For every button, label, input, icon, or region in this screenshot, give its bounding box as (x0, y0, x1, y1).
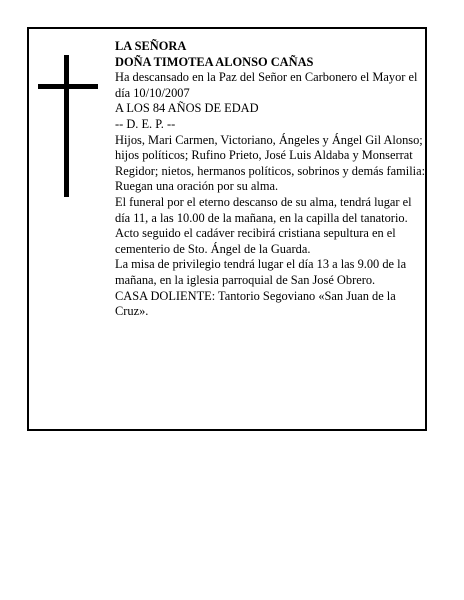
latin-cross-icon (38, 55, 98, 197)
cross-horizontal-bar (38, 84, 98, 89)
funeral-paragraph: El funeral por el eterno descanso de su alma, tendrá lugar el día 11, a las 10.00 de la mañana, en la capilla del tanatorio. Acto seguido el cadáver recibirá cristiana sepultura en el cementerio de Sto. Ángel de la Guarda. (115, 194, 412, 256)
dep-line: -- D. E. P. -- (115, 116, 176, 131)
rest-announcement: Ha descansado en la Paz del Señor en Carbonero el Mayor el día 10/10/2007 (115, 70, 418, 100)
family-paragraph: Hijos, Mari Carmen, Victoriano, Ángeles y Ángel Gil Alonso; hijos políticos; Rufino Prieto, José Luis Aldaba y Monserrat Regidor; nietos, hermanos políticos, sobrinos y demás familia: (115, 132, 426, 178)
mass-paragraph: La misa de privilegio tendrá lugar el día 13 a las 9.00 de la mañana, en la iglesia parroquial de San José Obrero. (115, 257, 407, 287)
title-line-1: LA SEÑORA (115, 39, 187, 53)
mourning-house: CASA DOLIENTE: Tantorio Segoviano «San Juan de la Cruz». (115, 288, 396, 319)
prayer-line: Ruegan una oración por su alma. (115, 179, 279, 194)
obituary-text (115, 39, 427, 320)
age-line: A LOS 84 AÑOS DE EDAD (115, 101, 259, 116)
deceased-name: DOÑA TIMOTEA ALONSO CAÑAS (115, 54, 314, 69)
cross-vertical-bar (64, 55, 69, 197)
